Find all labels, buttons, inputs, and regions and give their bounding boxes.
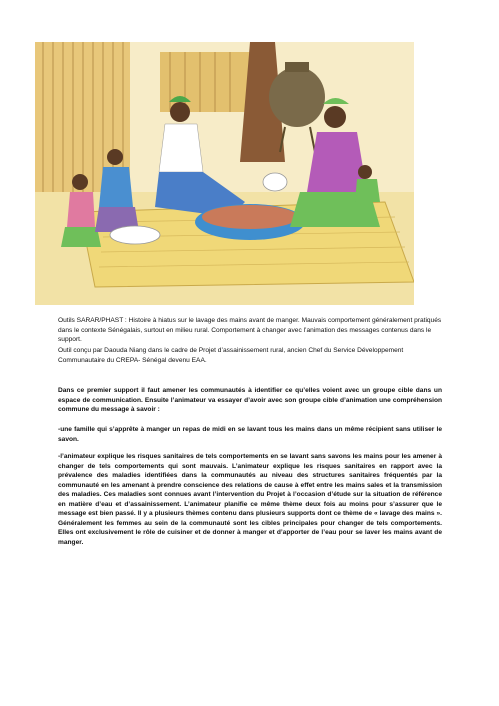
paragraph-text: Outils SARAR/PHAST : Histoire à hiatus sur le lavage des mains avant de manger. Mauvais comportement généralement pratiqués dans le contexte Sénégalais, surtout en milieu rural. Comportement à changer avec l’animation des messages contenus dans le support. (58, 317, 442, 343)
paragraph-animator-explanation (58, 452, 442, 547)
paragraph-tool-description (58, 316, 442, 345)
paragraph-author (58, 346, 442, 365)
paragraph-text: Outil conçu par Daouda Niang dans le cadre de Projet d’assainissement rural, ancien Chef du Service Développement Communautaire du CREPA- Sénégal devenu EAA. (58, 347, 404, 364)
paragraph-text: Dans ce premier support il faut amener les communautés à identifier ce qu’elles voient avec un groupe cible dans un espace de communication. Ensuite l’animateur va essayer d’avoir avec son groupe cible d’animation une compréhension commune du message à savoir : (58, 387, 442, 413)
paragraph-family-scenario (58, 425, 442, 444)
family-handwashing-illustration (35, 42, 414, 305)
paragraph-text: -une famille qui s’apprête à manger un repas de midi en se lavant tous les mains dans un même récipient sans utiliser le savon. (58, 426, 442, 443)
paragraph-text: -l’animateur explique les risques sanitaires de tels comportements en se lavant sans savons les mains pour les amener à changer de tels comportements qui sont mauvais. L’animateur explique les risques sanitaires en rapport avec la prévalence des maladies identifiées dans la communautés au niveau des structures sanitaires fréquentés par la communauté en les amenant à prendre conscience des relations de cause à effet entre les mains sales et la transmission des maladies. Ces maladies sont connues avant l’intervention du Projet à l’occasion d’étude sur la situation de référence en matière d’eau et d’assainissement. L’animateur planifie ce même thème deux fois au moins pour s’assurer que le message est bien passé. Il y a plusieurs thèmes contenu dans plusieurs supports dont ce thème de « lavage des mains ». Généralement les femmes au sein de la communauté sont les cibles principales pour changer de tels comportements. Elles ont exclusivement le rôle de cuisiner et de donner à manger et d’apporter de l’eau pour se laver les mains avant de manger. (58, 453, 442, 546)
paragraph-first-support (58, 386, 442, 415)
